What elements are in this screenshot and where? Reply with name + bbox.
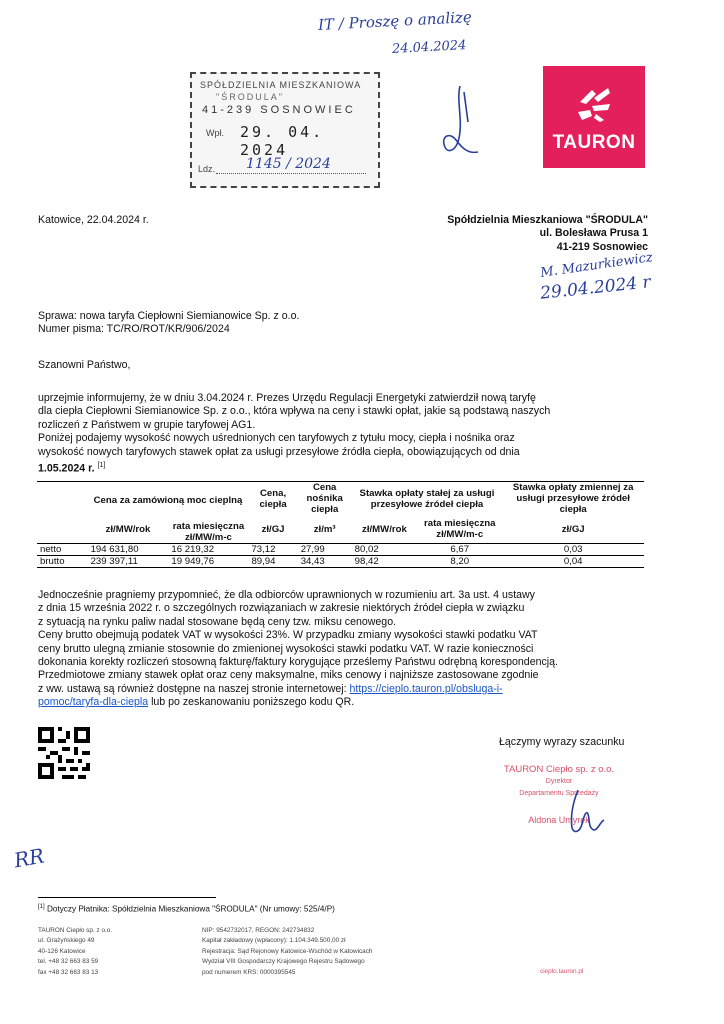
cell: 89,94 (251, 556, 276, 567)
info-line-link (38, 683, 688, 696)
recipient-street: ul. Bolesława Prusa 1 (539, 227, 648, 240)
header-power-price: Cena za zamówioną moc cieplną (93, 494, 243, 506)
info-line-link-2 (38, 696, 688, 709)
cell: 0,03 (563, 544, 583, 555)
footnote-text: Dotyczy Płatnika: Spółdzielnia Mieszkaniowa "ŚRODULA" (Nr umowy: 525/4/P) (46, 904, 335, 914)
footnote-ref: [1] (97, 462, 106, 470)
cell: 0,04 (563, 556, 583, 567)
info-line: ceny brutto ulegną zmianie stosownie do zmienionej wysokości stawki podatku VAT. W razie konieczności (38, 642, 534, 655)
tariff-link[interactable]: https://cieplo.tauron.pl/obsluga-i- (349, 682, 503, 695)
logo-mark-icon (570, 84, 618, 124)
unit-zl-gj: zł/GJ (261, 523, 285, 535)
cell: 194 631,80 (90, 544, 139, 555)
intro-line: uprzejmie informujemy, że w dniu 3.04.2024 r. Prezes Urzędu Regulacji Energetyki zatwierdził nową taryfę (38, 392, 536, 404)
stamp-received-label: Wpł. (206, 128, 224, 138)
info-line: Przedmiotowe zmiany stawek opłat oraz ceny maksymalne, miks cenowy i najniższe zastosowane zgodnie (38, 669, 539, 682)
stamp-line1: SPÓŁDZIELNIA MIESZKANIOWA (200, 80, 362, 90)
unit-rata: rata miesięczna zł/MW/m-c (172, 521, 245, 543)
cell: 73,12 (251, 544, 276, 555)
footer-line: pod numerem KRS: 0000395545 (202, 968, 296, 976)
stamp-dotted-line (216, 173, 366, 174)
unit-empty (37, 515, 88, 544)
info-line: z dnia 15 września 2022 r. o szczególnych rozwiązaniach w zakresie niektórych źródeł ciepła w związku (38, 602, 525, 615)
footnote-divider (38, 897, 216, 898)
info-paragraph (38, 589, 688, 710)
footnote-mark: [1] (38, 904, 45, 910)
unit-zl-mw-rok: zł/MW/rok (105, 523, 151, 535)
footnote (38, 904, 335, 914)
link-suffix: lub po zeskanowaniu poniższego kodu QR. (151, 696, 355, 709)
intro-line: wysokość nowych taryfowych stawek opłat za usługi przesyłowe źródła ciepła, obowiązujących od dnia (38, 445, 520, 458)
footer-line: 40-126 Katowice (38, 947, 86, 955)
unit-zl-gj-2: zł/GJ (561, 523, 585, 535)
handwritten-date: 24.04.2024 (391, 38, 467, 57)
info-line: dokonania korekty rozliczeń stosowną fakturę/faktury korygujące prześlemy Państwu odrębną korespondencją. (38, 656, 558, 669)
intro-line: dla ciepła Ciepłowni Siemianowice Sp. z o.o., która wpływa na ceny i stawki opłat, jakie są podstawą naszych (38, 405, 551, 418)
handwritten-initials: RR (12, 843, 46, 873)
row-label: brutto (40, 556, 65, 567)
footer-line: Rejestracja: Sąd Rejonowy Katowice-Wschód w Katowicach (202, 947, 373, 955)
footer-line: tel. +48 32 663 83 59 (38, 958, 99, 966)
footer-line: ul. Grażyńskiego 49 (38, 937, 95, 945)
recipient-city: 41-219 Sosnowiec (556, 240, 648, 253)
footer-line: fax +48 32 663 83 13 (38, 968, 99, 976)
cell: 19 949,76 (171, 556, 215, 567)
stamp-line3: 41-239 SOSNOWIEC (202, 104, 356, 116)
recipient-name: Spółdzielnia Mieszkaniowa "ŚRODULA" (447, 214, 648, 226)
footer-registration-info (202, 926, 373, 978)
footer-website[interactable]: cieplo.tauron.pl (540, 968, 584, 975)
info-line: Ceny brutto obejmują podatek VAT w wysokości 23%. W przypadku zmiany wysokości stawki podatku VAT (38, 629, 538, 642)
subject-line: Sprawa: nowa taryfa Ciepłowni Siemianowice Sp. z o.o. (38, 310, 300, 322)
unit-rata-2: rata miesięczna zł/MW/m-c (424, 518, 496, 540)
intro-paragraph (38, 392, 678, 476)
info-line: z sytuacją na rynku paliw nadal stosowane będą ceny tzw. miksu cenowego. (38, 615, 397, 628)
handwritten-date-right: 29.04.2024 r (539, 272, 652, 304)
header-variable-fee: Stawka opłaty zmiennej za usługi przesyłowe źródeł ciepła (512, 482, 634, 515)
header-heat-price: Cena, ciepła (259, 487, 287, 510)
logo-text: TAURON (552, 132, 636, 153)
recipient-address (447, 214, 648, 254)
cell: 6,67 (450, 544, 470, 555)
stamp-company: TAURON Ciepło sp. z o.o. (503, 764, 615, 775)
reception-stamp (190, 72, 380, 188)
closing: Łączymy wyrazy szacunku (499, 736, 625, 748)
tariff-table (37, 481, 644, 568)
stamp-number-value: 1145 / 2024 (246, 156, 331, 172)
header-fixed-fee: Stawka opłaty stałej za usługi przesyłowe źródeł ciepła (359, 487, 495, 510)
subject (38, 310, 299, 337)
table-row (37, 556, 644, 568)
director-signature (548, 784, 608, 840)
intro-line: Poniżej podajemy wysokość nowych uśrednionych cen taryfowych z tytułu mocy, ciepła i nośnika oraz (38, 432, 515, 445)
header-carrier-price: Cena nośnika ciepła (306, 482, 343, 515)
row-label: netto (40, 544, 62, 555)
intro-line: rozliczeń z Państwem w grupie taryfowej AG1. (38, 418, 256, 431)
stamp-line2: "ŚRODULA" (216, 92, 284, 102)
tauron-logo (543, 66, 645, 168)
footer-line: Wydział VIII Gospodarczy Krajowego Rejestru Sądowego (202, 958, 365, 966)
stamp-received-date: 29. 04. 2024 (240, 123, 325, 159)
handwritten-initials-note: M. Mazurkiewicz (539, 250, 654, 281)
letter-number: Numer pisma: TC/RO/ROT/KR/906/2024 (38, 323, 230, 336)
footer-line: Kapitał zakładowy (wpłacony): 1.104.349.500,00 zł (202, 937, 346, 945)
tariff-link-continued[interactable]: pomoc/taryfa-dla-ciepla (38, 696, 149, 709)
place-date: Katowice, 22.04.2024 r. (38, 214, 149, 226)
cell: 98,42 (354, 556, 379, 567)
stamp-department: Departamentu Sprzedaży (519, 790, 599, 797)
effective-date-line (38, 459, 678, 476)
qr-code[interactable] (38, 727, 90, 779)
cell: 27,99 (300, 544, 325, 555)
footer-line: TAURON Ciepło sp. z o.o. (38, 927, 113, 934)
footer-line: NIP: 9542732017, REGON: 242734832 (202, 927, 315, 934)
cell: 8,20 (450, 556, 470, 567)
cell: 239 397,11 (90, 556, 138, 567)
table-row (37, 544, 644, 556)
stamp-number-label: Ldz. (198, 164, 216, 174)
table-corner (37, 482, 88, 516)
effective-date: 1.05.2024 r. (38, 462, 95, 475)
link-prefix: z ww. ustawą są również dostępne na naszej stronie internetowej: (38, 682, 347, 695)
stamp-role: Dyrektor (545, 778, 573, 785)
unit-zl-mw-rok-2: zł/MW/rok (362, 523, 407, 535)
signature-scribble (438, 82, 486, 162)
info-line: Jednocześnie pragniemy przypomnieć, że dla odbiorców uprawnionych w rozumieniu art. 3a ust. 4 ustawy (38, 589, 535, 601)
footer-company-info (38, 926, 112, 978)
stamp-name: Aldona Umyrek (528, 815, 590, 825)
cell: 80,02 (354, 544, 379, 555)
cell: 16 219,32 (171, 544, 215, 555)
cell: 34,43 (300, 556, 325, 567)
greeting: Szanowni Państwo, (38, 359, 131, 371)
handwritten-note: IT / Proszę o analizę (317, 7, 473, 35)
unit-zl-m3: zł/m³ (313, 523, 336, 535)
